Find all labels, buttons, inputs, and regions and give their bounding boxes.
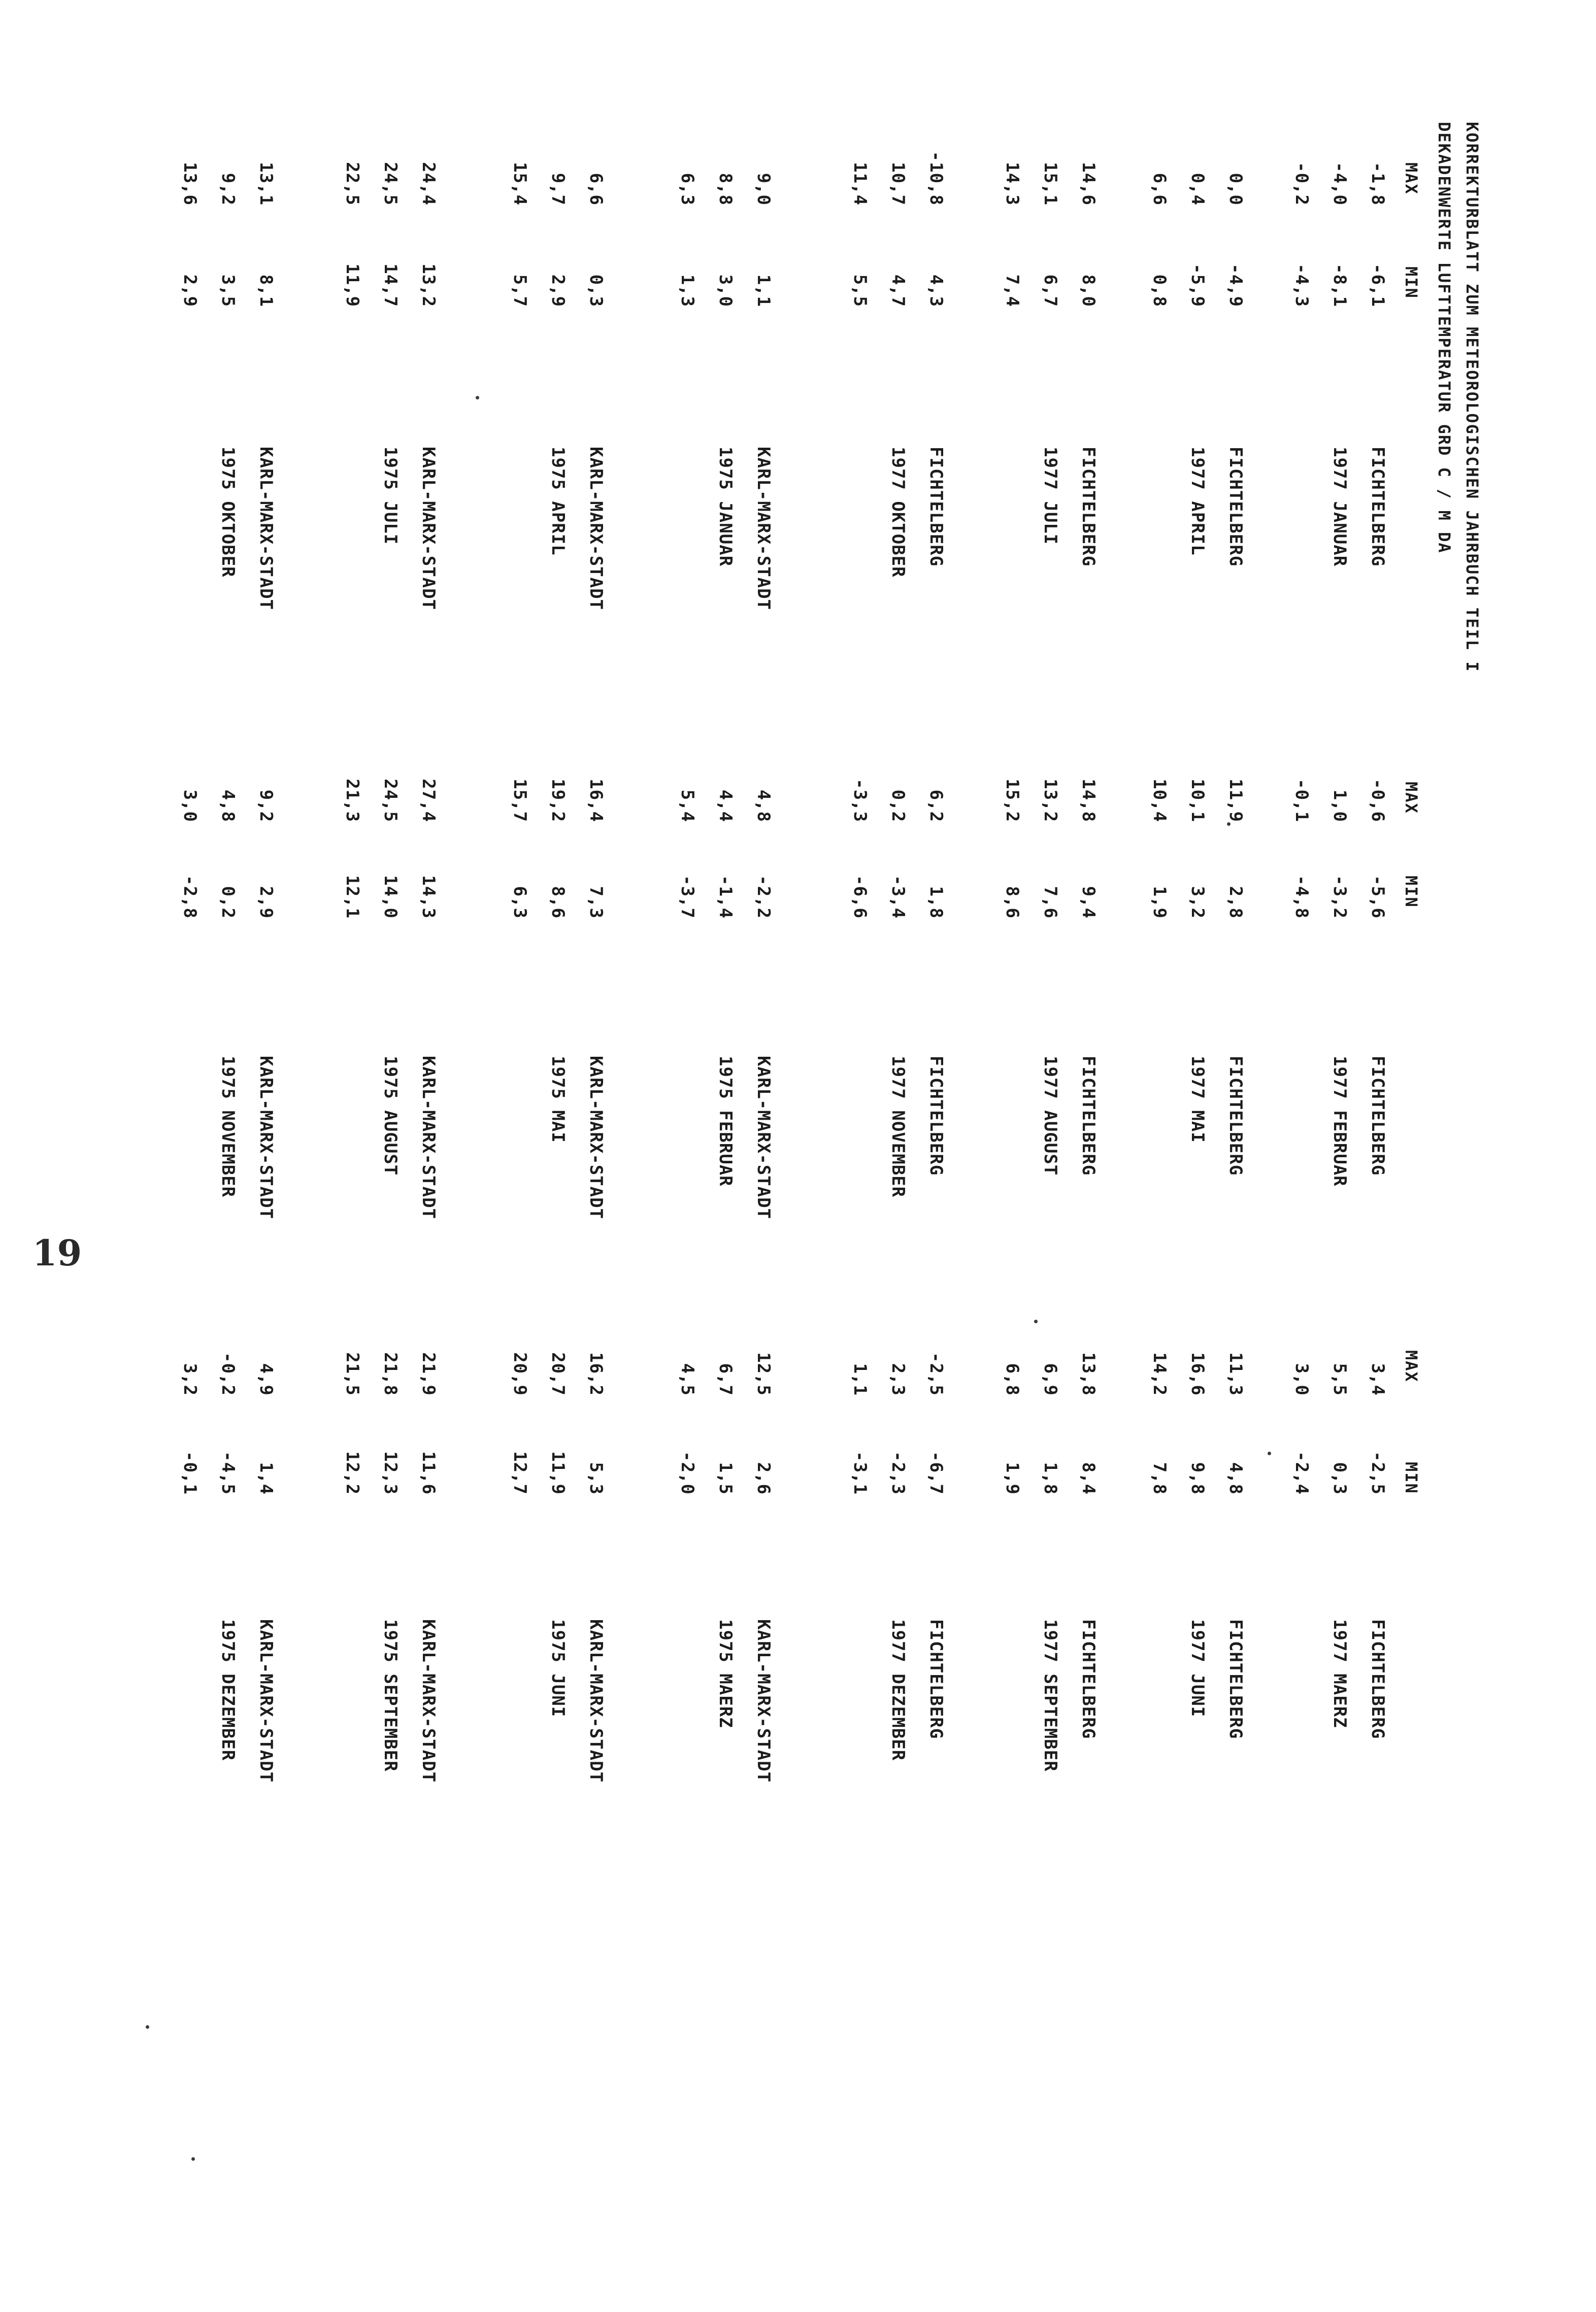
max-value: 3,0 bbox=[1291, 1363, 1312, 1396]
max-value: 6,6 bbox=[586, 173, 606, 206]
table-row bbox=[210, 0, 238, 2312]
min-value: 11,9 bbox=[342, 263, 362, 307]
min-value: 8,6 bbox=[1002, 886, 1022, 919]
column-header-max-1: MAX bbox=[1402, 162, 1421, 195]
station-name: FICHTELBERG bbox=[1225, 1619, 1246, 1739]
month-label: 1975 SEPTEMBER bbox=[380, 1619, 401, 1772]
min-value: -3,1 bbox=[850, 1451, 870, 1495]
max-value: 9,2 bbox=[218, 173, 238, 206]
max-value: 3,2 bbox=[180, 1363, 200, 1396]
min-value: 9,4 bbox=[1078, 886, 1099, 919]
max-value: 13,1 bbox=[256, 162, 276, 206]
table-row bbox=[372, 0, 401, 2312]
min-value: 1,3 bbox=[677, 274, 697, 307]
max-value: 11,3 bbox=[1225, 1352, 1246, 1396]
min-value: 4,7 bbox=[888, 274, 908, 307]
max-value: 9,7 bbox=[548, 173, 568, 206]
min-value: 9,8 bbox=[1187, 1462, 1208, 1495]
min-value: 8,0 bbox=[1078, 274, 1099, 307]
station-name: KARL-MARX-STADT bbox=[586, 447, 606, 611]
max-value: 4,8 bbox=[753, 789, 774, 822]
max-value: 6,2 bbox=[926, 789, 946, 822]
table-row bbox=[410, 0, 439, 2312]
month-label: 1977 OKTOBER bbox=[888, 447, 908, 578]
min-value: 12,7 bbox=[510, 1451, 530, 1495]
month-label: 1977 AUGUST bbox=[1040, 1056, 1060, 1176]
table-row bbox=[1032, 0, 1060, 2312]
max-value: 24,4 bbox=[418, 162, 439, 206]
min-value: 1,5 bbox=[715, 1462, 736, 1495]
station-name: KARL-MARX-STADT bbox=[256, 1619, 276, 1783]
max-value: 15,4 bbox=[510, 162, 530, 206]
min-value: 1,1 bbox=[753, 274, 774, 307]
min-value: 5,7 bbox=[510, 274, 530, 307]
month-label: 1977 JULI bbox=[1040, 447, 1060, 545]
max-value: 4,9 bbox=[256, 1363, 276, 1396]
max-value: 6,3 bbox=[677, 173, 697, 206]
max-value: 5,4 bbox=[677, 789, 697, 822]
min-value: 8,4 bbox=[1078, 1462, 1099, 1495]
max-value: 16,2 bbox=[586, 1352, 606, 1396]
document-subtitle: DEKADENWERTE LUFTTEMPERATUR GRD C / M DA bbox=[1435, 122, 1454, 554]
min-value: 1,8 bbox=[926, 886, 946, 919]
min-value: -6,7 bbox=[926, 1451, 946, 1495]
min-value: -6,6 bbox=[850, 875, 870, 919]
station-name: FICHTELBERG bbox=[1368, 447, 1388, 567]
max-value: -1,8 bbox=[1368, 162, 1388, 206]
station-name: KARL-MARX-STADT bbox=[418, 1619, 439, 1783]
min-value: 1,4 bbox=[256, 1462, 276, 1495]
min-value: -4,9 bbox=[1225, 263, 1246, 307]
min-value: -3,2 bbox=[1329, 875, 1350, 919]
table-row bbox=[578, 0, 606, 2312]
max-value: -0,6 bbox=[1368, 779, 1388, 822]
max-value: 4,4 bbox=[715, 789, 736, 822]
table-row bbox=[880, 0, 908, 2312]
min-value: -8,1 bbox=[1329, 263, 1350, 307]
min-value: 14,7 bbox=[380, 263, 401, 307]
column-header-min-3: MIN bbox=[1402, 1462, 1421, 1494]
column-header-max-3: MAX bbox=[1402, 1350, 1421, 1383]
max-value: 0,4 bbox=[1187, 173, 1208, 206]
min-value: 1,9 bbox=[1149, 886, 1170, 919]
table-row bbox=[334, 0, 362, 2312]
max-value: 21,9 bbox=[418, 1352, 439, 1396]
min-value: 14,3 bbox=[418, 875, 439, 919]
min-value: 0,3 bbox=[586, 274, 606, 307]
table-row bbox=[842, 0, 870, 2312]
scan-speck bbox=[1268, 1452, 1271, 1455]
table-row bbox=[502, 0, 530, 2312]
table-row bbox=[745, 0, 774, 2312]
min-value: -6,1 bbox=[1368, 263, 1388, 307]
min-value: 5,5 bbox=[850, 274, 870, 307]
month-label: 1977 FEBRUAR bbox=[1329, 1056, 1350, 1187]
min-value: 0,3 bbox=[1329, 1462, 1350, 1495]
month-label: 1977 DEZEMBER bbox=[888, 1619, 908, 1761]
max-value: 19,2 bbox=[548, 779, 568, 822]
max-value: 4,8 bbox=[218, 789, 238, 822]
table-row bbox=[1359, 0, 1388, 2312]
scan-speck bbox=[191, 2157, 195, 2161]
max-value: 1,0 bbox=[1329, 789, 1350, 822]
min-value: 7,4 bbox=[1002, 274, 1022, 307]
month-label: 1975 OKTOBER bbox=[218, 447, 238, 578]
station-name: KARL-MARX-STADT bbox=[753, 447, 774, 611]
min-value: 7,6 bbox=[1040, 886, 1060, 919]
max-value: 21,8 bbox=[380, 1352, 401, 1396]
station-name: FICHTELBERG bbox=[1368, 1056, 1388, 1176]
min-value: 2,6 bbox=[753, 1462, 774, 1495]
min-value: -3,4 bbox=[888, 875, 908, 919]
month-label: 1975 MAI bbox=[548, 1056, 568, 1143]
max-value: 3,4 bbox=[1368, 1363, 1388, 1396]
min-value: 2,9 bbox=[256, 886, 276, 919]
min-value: -4,5 bbox=[218, 1451, 238, 1495]
handwritten-page-mark: 19 bbox=[32, 1232, 82, 1275]
min-value: -4,8 bbox=[1291, 875, 1312, 919]
max-value: 12,5 bbox=[753, 1352, 774, 1396]
min-value: 7,8 bbox=[1149, 1462, 1170, 1495]
max-value: 14,3 bbox=[1002, 162, 1022, 206]
max-value: 6,6 bbox=[1149, 173, 1170, 206]
min-value: -1,4 bbox=[715, 875, 736, 919]
max-value: 6,8 bbox=[1002, 1363, 1022, 1396]
month-label: 1975 JANUAR bbox=[715, 447, 736, 567]
min-value: -2,5 bbox=[1368, 1451, 1388, 1495]
table-row bbox=[540, 0, 568, 2312]
max-value: 13,8 bbox=[1078, 1352, 1099, 1396]
scan-speck bbox=[476, 396, 479, 399]
max-value: 24,5 bbox=[380, 162, 401, 206]
station-name: KARL-MARX-STADT bbox=[753, 1056, 774, 1220]
max-value: 16,4 bbox=[586, 779, 606, 822]
max-value: 3,0 bbox=[180, 789, 200, 822]
table-row bbox=[1321, 0, 1350, 2312]
max-value: 24,5 bbox=[380, 779, 401, 822]
min-value: 0,2 bbox=[218, 886, 238, 919]
max-value: 9,0 bbox=[753, 173, 774, 206]
max-value: 21,3 bbox=[342, 779, 362, 822]
column-header-max-2: MAX bbox=[1402, 782, 1421, 814]
station-name: FICHTELBERG bbox=[926, 1056, 946, 1176]
min-value: 4,3 bbox=[926, 274, 946, 307]
max-value: 15,1 bbox=[1040, 162, 1060, 206]
table-row bbox=[1070, 0, 1099, 2312]
min-value: -0,1 bbox=[180, 1451, 200, 1495]
min-value: 12,3 bbox=[380, 1451, 401, 1495]
min-value: 13,2 bbox=[418, 263, 439, 307]
scan-speck bbox=[1034, 1320, 1038, 1323]
max-value: 8,8 bbox=[715, 173, 736, 206]
max-value: 14,8 bbox=[1078, 779, 1099, 822]
max-value: 16,6 bbox=[1187, 1352, 1208, 1396]
min-value: 11,9 bbox=[548, 1451, 568, 1495]
min-value: 3,5 bbox=[218, 274, 238, 307]
min-value: 5,3 bbox=[586, 1462, 606, 1495]
max-value: 5,5 bbox=[1329, 1363, 1350, 1396]
max-value: -3,3 bbox=[850, 779, 870, 822]
month-label: 1975 MAERZ bbox=[715, 1619, 736, 1728]
min-value: 14,0 bbox=[380, 875, 401, 919]
min-value: 4,8 bbox=[1225, 1462, 1246, 1495]
max-value: 10,7 bbox=[888, 162, 908, 206]
table-row bbox=[994, 0, 1022, 2312]
table-row bbox=[1283, 0, 1312, 2312]
max-value: 10,4 bbox=[1149, 779, 1170, 822]
max-value: 27,4 bbox=[418, 779, 439, 822]
min-value: 3,0 bbox=[715, 274, 736, 307]
min-value: 2,8 bbox=[1225, 886, 1246, 919]
table-row bbox=[172, 0, 200, 2312]
min-value: 11,6 bbox=[418, 1451, 439, 1495]
month-label: 1975 JUNI bbox=[548, 1619, 568, 1718]
max-value: 0,0 bbox=[1225, 173, 1246, 206]
max-value: 11,4 bbox=[850, 162, 870, 206]
min-value: -5,6 bbox=[1368, 875, 1388, 919]
document-title: KORREKTURBLATT ZUM METEOROLOGISCHEN JAHRBUCH TEIL I bbox=[1462, 122, 1482, 673]
max-value: 9,2 bbox=[256, 789, 276, 822]
min-value: -4,3 bbox=[1291, 263, 1312, 307]
min-value: -5,9 bbox=[1187, 263, 1208, 307]
max-value: 11,9 bbox=[1225, 779, 1246, 822]
max-value: 21,5 bbox=[342, 1352, 362, 1396]
min-value: 2,9 bbox=[180, 274, 200, 307]
station-name: FICHTELBERG bbox=[1225, 447, 1246, 567]
min-value: -2,2 bbox=[753, 875, 774, 919]
max-value: 13,2 bbox=[1040, 779, 1060, 822]
min-value: 12,1 bbox=[342, 875, 362, 919]
max-value: -10,8 bbox=[926, 151, 946, 206]
max-value: 6,9 bbox=[1040, 1363, 1060, 1396]
month-label: 1975 APRIL bbox=[548, 447, 568, 556]
month-label: 1977 JANUAR bbox=[1329, 447, 1350, 567]
max-value: 20,7 bbox=[548, 1352, 568, 1396]
max-value: 6,7 bbox=[715, 1363, 736, 1396]
max-value: 20,9 bbox=[510, 1352, 530, 1396]
min-value: -2,8 bbox=[180, 875, 200, 919]
min-value: 3,2 bbox=[1187, 886, 1208, 919]
min-value: -2,4 bbox=[1291, 1451, 1312, 1495]
month-label: 1977 SEPTEMBER bbox=[1040, 1619, 1060, 1772]
month-label: 1975 FEBRUAR bbox=[715, 1056, 736, 1187]
max-value: 22,5 bbox=[342, 162, 362, 206]
station-name: KARL-MARX-STADT bbox=[256, 1056, 276, 1220]
min-value: -2,3 bbox=[888, 1451, 908, 1495]
max-value: -0,2 bbox=[218, 1352, 238, 1396]
min-value: 1,8 bbox=[1040, 1462, 1060, 1495]
scan-speck bbox=[146, 2025, 149, 2029]
column-header-min-2: MIN bbox=[1402, 876, 1421, 908]
max-value: -0,2 bbox=[1291, 162, 1312, 206]
month-label: 1975 DEZEMBER bbox=[218, 1619, 238, 1761]
min-value: 8,1 bbox=[256, 274, 276, 307]
scan-speck bbox=[1227, 822, 1231, 826]
station-name: FICHTELBERG bbox=[926, 1619, 946, 1739]
table-row bbox=[707, 0, 736, 2312]
min-value: 1,9 bbox=[1002, 1462, 1022, 1495]
station-name: KARL-MARX-STADT bbox=[753, 1619, 774, 1783]
table-row bbox=[248, 0, 276, 2312]
max-value: -2,5 bbox=[926, 1352, 946, 1396]
station-name: FICHTELBERG bbox=[1078, 447, 1099, 567]
max-value: 4,5 bbox=[677, 1363, 697, 1396]
max-value: 1,1 bbox=[850, 1363, 870, 1396]
min-value: 12,2 bbox=[342, 1451, 362, 1495]
max-value: 13,6 bbox=[180, 162, 200, 206]
month-label: 1975 AUGUST bbox=[380, 1056, 401, 1176]
station-name: FICHTELBERG bbox=[1368, 1619, 1388, 1739]
max-value: -0,1 bbox=[1291, 779, 1312, 822]
station-name: KARL-MARX-STADT bbox=[418, 447, 439, 611]
max-value: -4,0 bbox=[1329, 162, 1350, 206]
month-label: 1977 APRIL bbox=[1187, 447, 1208, 556]
month-label: 1977 JUNI bbox=[1187, 1619, 1208, 1718]
table-row bbox=[1217, 0, 1246, 2312]
table-row bbox=[1141, 0, 1170, 2312]
station-name: FICHTELBERG bbox=[1225, 1056, 1246, 1176]
min-value: 7,3 bbox=[586, 886, 606, 919]
month-label: 1977 MAI bbox=[1187, 1056, 1208, 1143]
month-label: 1975 JULI bbox=[380, 447, 401, 545]
station-name: KARL-MARX-STADT bbox=[256, 447, 276, 611]
max-value: 14,6 bbox=[1078, 162, 1099, 206]
table-row bbox=[669, 0, 697, 2312]
station-name: KARL-MARX-STADT bbox=[418, 1056, 439, 1220]
min-value: -3,7 bbox=[677, 875, 697, 919]
column-header-min-1: MIN bbox=[1402, 266, 1421, 299]
station-name: KARL-MARX-STADT bbox=[586, 1619, 606, 1783]
min-value: 8,6 bbox=[548, 886, 568, 919]
max-value: 15,7 bbox=[510, 779, 530, 822]
max-value: 10,1 bbox=[1187, 779, 1208, 822]
station-name: FICHTELBERG bbox=[1078, 1619, 1099, 1739]
station-name: FICHTELBERG bbox=[1078, 1056, 1099, 1176]
month-label: 1977 MAERZ bbox=[1329, 1619, 1350, 1728]
station-name: KARL-MARX-STADT bbox=[586, 1056, 606, 1220]
max-value: 0,2 bbox=[888, 789, 908, 822]
month-label: 1975 NOVEMBER bbox=[218, 1056, 238, 1198]
max-value: 14,2 bbox=[1149, 1352, 1170, 1396]
station-name: FICHTELBERG bbox=[926, 447, 946, 567]
min-value: 6,3 bbox=[510, 886, 530, 919]
max-value: 2,3 bbox=[888, 1363, 908, 1396]
month-label: 1977 NOVEMBER bbox=[888, 1056, 908, 1198]
min-value: -2,0 bbox=[677, 1451, 697, 1495]
table-row bbox=[1179, 0, 1208, 2312]
min-value: 6,7 bbox=[1040, 274, 1060, 307]
table-row bbox=[918, 0, 946, 2312]
min-value: 0,8 bbox=[1149, 274, 1170, 307]
min-value: 2,9 bbox=[548, 274, 568, 307]
max-value: 15,2 bbox=[1002, 779, 1022, 822]
